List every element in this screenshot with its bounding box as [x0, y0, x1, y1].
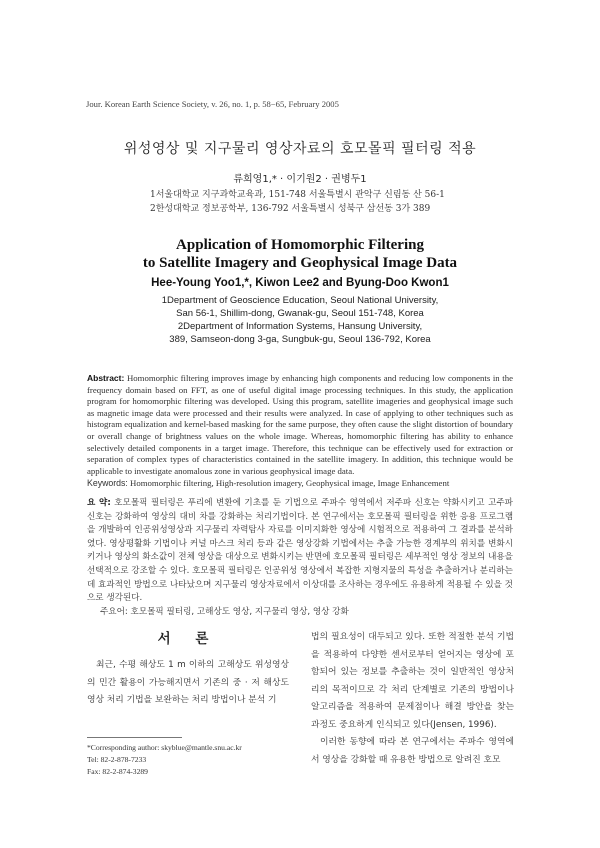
korean-abstract — [87, 497, 513, 606]
abstract — [87, 373, 513, 477]
footnote-corresponding-author: *Corresponding author: skyblue@mantle.snu.ac.kr — [87, 743, 242, 752]
section-heading-introduction: 서 론 — [157, 631, 219, 647]
english-title-line-1: Application of Homomorphic Filtering — [176, 237, 424, 253]
keywords-text: Homomorphic filtering, High-resolution imagery, Geophysical image, Image Enhancement — [130, 478, 450, 488]
english-authors: Hee-Young Yoo1,*, Kiwon Lee2 and Byung-Doo Kwon1 — [151, 277, 449, 289]
english-affiliation-line-3: 2Department of Information Systems, Hansung University, — [177, 321, 423, 332]
korean-abstract-text: 호모몰픽 필터링은 푸리에 변환에 기초를 둔 기법으로 주파수 영역에서 저주파 신호는 약화시키고 고주파 신호는 강화하여 영상의 대비 차를 강화하는 처리기법이다. 본 연구에서는 호모몰픽 필터링을 위한 응용 프로그램을 개발하여 인공위성영상과 지구물리 자력탐사 자료를 이미지화한 영상에 시험적으로 적용하여 그 결과를 분석하였다. 영상평활화 기법이나 커널 마스크 처리 등과 같은 영상강화 기법에서는 추출 가능한 경계부의 위치를 변화시키거나 영상의 화소값이 전체 영상을 대상으로 변화시키는 반면에 호모몰픽 필터링은 세부적인 영상 정보의 내용을 선택적으로 강조할 수 있다. 호모몰픽 필터링은 인공위성 영상에서 복잡한 지형지물의 특성을 추출하거나 분리하는 데 효과적인 방법으로 나타났으며 지구물리 영상자료에서 이상대를 조사하는 경우에도 유용하게 적용될 수 있을 것으로 생각된다. — [87, 498, 513, 604]
korean-affiliation-1: 1서울대학교 지구과학교육과, 151-748 서울특별시 관악구 신림동 산 56-1 — [150, 190, 445, 200]
body-paragraph: 최근, 수평 해상도 1 m 이하의 고해상도 위성영상의 민간 활용이 가능해지면서 기존의 중 · 저 해상도 영상 처리 기법을 보완하는 처리 방법이나 분석 기 — [87, 660, 289, 705]
english-affiliation-line-2: San 56-1, Shillim-dong, Gwanak-gu, Seoul 151-748, Korea — [176, 308, 424, 319]
korean-abstract-label: 요 약: — [87, 498, 111, 508]
english-title-line-2: to Satellite Imagery and Geophysical Image Data — [142, 255, 458, 271]
abstract-label: Abstract: — [87, 373, 125, 383]
korean-authors: 류희영1,* · 이기원2 · 권병두1 — [233, 174, 367, 185]
keywords-label: Keywords: — [87, 478, 128, 488]
body-paragraph: 법의 필요성이 대두되고 있다. 또한 적절한 분석 기법을 적용하여 다양한 센서로부터 얻어지는 영상에 포함되어 있는 정보를 추출하는 것이 일반적인 영상처리의 목적이므로 각 처리 단계별로 기존의 방법이나 알고리즘을 적용하여 문제점이나 해결 방안을 찾는 과정도 중요하게 인식되고 있다(Jensen, 1996). — [311, 632, 514, 730]
korean-affiliation-2: 2한성대학교 정보공학부, 136-792 서울특별시 성북구 삼선동 3가 389 — [150, 204, 431, 214]
footnote-divider — [87, 737, 182, 738]
body-column-right — [311, 629, 514, 769]
english-affiliation-line-1: 1Department of Geoscience Education, Seoul National University, — [161, 295, 439, 306]
korean-keywords: 주요어: 호모몰픽 필터링, 고해상도 영상, 지구물리 영상, 영상 강화 — [100, 607, 349, 617]
body-paragraph: 이러한 동향에 따라 본 연구에서는 주파수 영역에서 영상을 강화할 때 유용한 방법으로 알려진 호모 — [311, 737, 514, 765]
journal-citation: Jour. Korean Earth Science Society, v. 26, no. 1, p. 58−65, February 2005 — [86, 99, 339, 109]
korean-title: 위성영상 및 지구물리 영상자료의 호모몰픽 필터링 적용 — [123, 141, 477, 157]
abstract-text: Homomorphic filtering improves image by enhancing high components and reducing low components in the frequency domain based on FFT, as one of useful digital image processing techniques. In this study, the application program for homomorphic filtering was developed. Using this program, satellite imageries and geophysical image such as magnetic image data were processed and their results were analyzed. In case of applying to other techniques such as histogram equalization and kernel-based masking for the same purpose, they often cause the slight distortion of boundary or overall change of brightness values on the whole image. Whereas, homomorphic filtering has ability to enhance selectively detailed components in a target image. Therefore, this technique can be effectively used for extraction or separation of complex types of characteristics contained in the satellite imagery. In addition, this technique would be applicable to investigate anomalous zone in various geophysical image data. — [87, 373, 513, 476]
footnote-fax: Fax: 82-2-874-3289 — [87, 767, 148, 776]
keywords — [87, 478, 513, 488]
body-column-left — [87, 657, 289, 710]
footnote-telephone: Tel: 82-2-878-7233 — [87, 755, 147, 764]
english-affiliation-line-4: 389, Samseon-dong 3-ga, Sungbuk-gu, Seoul 136-792, Korea — [169, 334, 431, 345]
